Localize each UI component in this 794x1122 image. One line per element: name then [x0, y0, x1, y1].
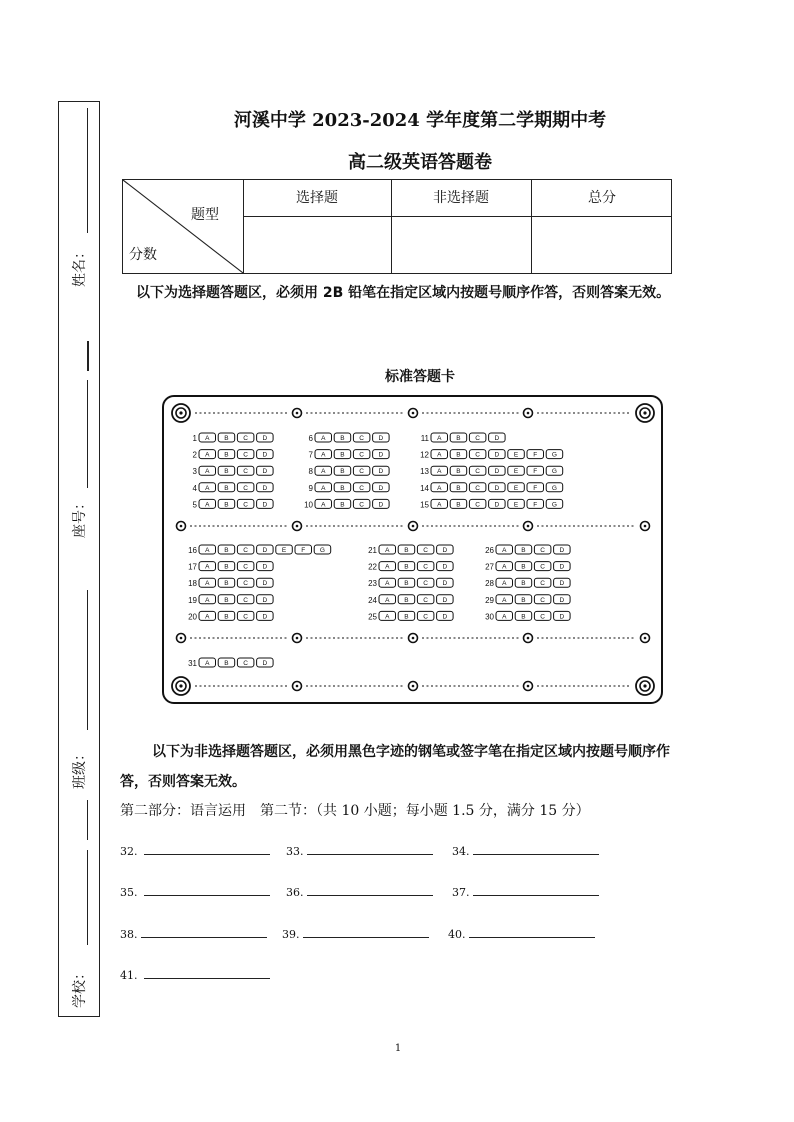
bubble-letter: C: [423, 613, 429, 621]
timing-marker-dot: [527, 412, 530, 415]
answer-line[interactable]: [303, 925, 429, 938]
bubble-letter: G: [551, 451, 557, 459]
exam-title: 河溪中学 2023-2024 学年度第二学期期中考: [233, 110, 607, 131]
question-number: 17: [188, 562, 197, 572]
question-number: 6: [308, 434, 313, 443]
timing-marker-dot: [296, 525, 299, 528]
bubble-letter: B: [521, 596, 526, 604]
bubble-letter: D: [378, 501, 384, 509]
timing-marker-dot: [180, 525, 183, 528]
bubble-letter: A: [385, 547, 390, 554]
timing-marker-dot: [180, 637, 183, 640]
bubble-letter: C: [540, 547, 546, 554]
question-number: 10: [304, 500, 313, 510]
answer-line[interactable]: [307, 883, 433, 896]
bubble-letter: C: [475, 484, 481, 492]
bubble-letter: C: [475, 468, 481, 476]
bubble-letter: A: [437, 451, 442, 459]
timing-marker-dot: [527, 525, 530, 528]
timing-marker-dot: [527, 685, 530, 688]
blank-39[interactable]: [282, 925, 429, 941]
blank-number: 39.: [282, 928, 300, 941]
blank-32[interactable]: [120, 842, 270, 858]
bubble-letter: B: [224, 468, 229, 476]
name-label: 姓名：: [72, 245, 88, 287]
bubble-letter: C: [423, 563, 429, 571]
bubble-letter: B: [404, 563, 409, 571]
bubble-letter: B: [404, 547, 409, 554]
bubble-letter: A: [502, 596, 507, 604]
bubble-letter: A: [205, 580, 210, 588]
bubble-letter: A: [205, 563, 210, 571]
bubble-letter: G: [551, 484, 557, 492]
question-number: 18: [188, 579, 197, 589]
bubble-letter: E: [513, 501, 519, 509]
bubble-letter: A: [437, 501, 442, 509]
bubble-letter: D: [262, 563, 268, 571]
bubble-letter: B: [456, 484, 461, 492]
seat-label: 座号：: [72, 496, 88, 538]
corner-marker-dot: [179, 684, 182, 687]
question-number: 5: [192, 500, 197, 510]
bubble-letter: D: [262, 660, 268, 667]
bubble-letter: D: [494, 451, 500, 459]
question-number: 23: [368, 579, 377, 589]
bubble-letter: D: [262, 484, 268, 492]
bubble-letter: C: [243, 596, 249, 604]
timing-marker-dot: [412, 637, 415, 640]
bubble-letter: F: [533, 501, 538, 509]
bubble-letter: D: [262, 596, 268, 604]
choice-instruction: 以下为选择题答题区，必须用 2B 铅笔在指定区域内按题号顺序作答，否则答案无效。: [136, 285, 671, 301]
question-number: 25: [368, 612, 377, 622]
bubble-letter: B: [340, 468, 345, 476]
bubble-letter: D: [378, 435, 384, 442]
bubble-letter: B: [456, 468, 461, 476]
bubble-letter: D: [494, 435, 500, 442]
answer-line[interactable]: [144, 842, 270, 855]
timing-marker-dot: [296, 412, 299, 415]
bubble-letter: C: [359, 484, 365, 492]
blank-35[interactable]: [120, 883, 270, 899]
timing-marker-dot: [644, 525, 647, 528]
blank-number: 32.: [120, 845, 141, 858]
bubble-letter: C: [540, 596, 546, 604]
bubble-letter: D: [494, 468, 500, 476]
bubble-letter: B: [404, 613, 409, 621]
col-total: 总分: [588, 190, 616, 206]
bubble-letter: A: [205, 613, 210, 621]
bubble-letter: C: [243, 580, 249, 588]
bubble-letter: F: [533, 468, 538, 476]
blank-number: 37.: [452, 886, 470, 899]
question-number: 29: [485, 595, 494, 605]
question-number: 7: [308, 450, 313, 460]
blank-34[interactable]: [452, 842, 599, 858]
bubble-letter: E: [281, 547, 287, 554]
question-number: 1: [192, 434, 197, 443]
timing-marker-dot: [412, 412, 415, 415]
question-number: 19: [188, 595, 197, 605]
bubble-letter: A: [205, 484, 210, 492]
bubble-letter: A: [205, 501, 210, 509]
answer-line[interactable]: [144, 966, 270, 979]
bubble-letter: G: [319, 547, 325, 554]
bubble-letter: F: [301, 547, 306, 554]
timing-marker-dot: [644, 637, 647, 640]
bubble-letter: D: [494, 484, 500, 492]
bubble-letter: A: [385, 596, 390, 604]
bubble-letter: D: [559, 613, 565, 621]
bubble-letter: C: [423, 596, 429, 604]
answer-line[interactable]: [473, 842, 599, 855]
bubble-letter: D: [559, 547, 565, 554]
bubble-letter: C: [243, 484, 249, 492]
question-number: 27: [485, 562, 494, 572]
bubble-letter: C: [475, 435, 481, 442]
bubble-letter: D: [262, 435, 268, 442]
question-number: 26: [485, 546, 494, 555]
bubble-letter: D: [262, 451, 268, 459]
bubble-letter: B: [521, 613, 526, 621]
bubble-letter: B: [340, 451, 345, 459]
bubble-letter: A: [385, 563, 390, 571]
section-heading: 第二部分：语言运用 第二节：（共 10 小题；每小题 1.5 分，满分 15 分）: [120, 803, 590, 819]
bubble-letter: A: [385, 580, 390, 588]
answer-card-title: 标准答题卡: [385, 369, 455, 385]
bubble-letter: C: [423, 547, 429, 554]
corner-marker-dot: [179, 411, 182, 414]
corner-score-label: 分数: [129, 247, 157, 263]
bubble-letter: B: [224, 580, 229, 588]
blank-40[interactable]: [448, 925, 595, 941]
blank-number: 41.: [120, 969, 141, 982]
timing-marker-dot: [527, 637, 530, 640]
blank-36[interactable]: [286, 883, 433, 899]
blank-number: 40.: [448, 928, 466, 941]
bubble-letter: E: [513, 451, 519, 459]
bubble-letter: D: [378, 451, 384, 459]
bubble-letter: A: [321, 484, 326, 492]
col-choice: 选择题: [296, 190, 338, 206]
bubble-letter: C: [359, 435, 365, 442]
bubble-letter: B: [224, 660, 229, 667]
bubble-letter: C: [243, 468, 249, 476]
bubble-letter: D: [262, 501, 268, 509]
bubble-letter: B: [224, 435, 229, 442]
bubble-letter: C: [359, 501, 365, 509]
question-number: 21: [368, 546, 377, 555]
bubble-letter: A: [205, 451, 210, 459]
answer-line[interactable]: [307, 842, 433, 855]
question-number: 3: [192, 467, 197, 477]
bubble-letter: D: [442, 580, 448, 588]
bubble-letter: C: [540, 613, 546, 621]
bubble-letter: D: [494, 501, 500, 509]
bubble-letter: A: [502, 580, 507, 588]
bubble-letter: D: [262, 468, 268, 476]
bubble-letter: B: [456, 451, 461, 459]
bubble-letter: C: [243, 435, 249, 442]
bubble-letter: B: [224, 484, 229, 492]
bubble-letter: D: [262, 547, 268, 554]
bubble-letter: D: [559, 563, 565, 571]
bubble-letter: E: [513, 468, 519, 476]
col-nonchoice: 非选择题: [433, 190, 489, 206]
blank-41[interactable]: [120, 966, 270, 982]
bubble-letter: C: [243, 547, 249, 554]
answer-line[interactable]: [469, 925, 595, 938]
bubble-letter: B: [224, 613, 229, 621]
question-number: 4: [192, 483, 197, 493]
bubble-letter: A: [502, 613, 507, 621]
bubble-letter: A: [205, 547, 210, 554]
blank-38[interactable]: [120, 925, 267, 941]
question-number: 24: [368, 595, 377, 605]
bubble-letter: D: [442, 613, 448, 621]
blank-number: 34.: [452, 845, 470, 858]
bubble-letter: D: [262, 613, 268, 621]
question-number: 31: [188, 659, 197, 668]
bubble-letter: C: [243, 660, 249, 667]
bubble-letter: B: [224, 451, 229, 459]
bubble-letter: A: [205, 435, 210, 442]
exam-subtitle: 高二级英语答题卷: [348, 152, 492, 173]
bubble-letter: B: [224, 563, 229, 571]
bubble-letter: C: [359, 468, 365, 476]
blank-number: 36.: [286, 886, 304, 899]
bubble-letter: D: [442, 563, 448, 571]
page-number: 1: [394, 1043, 402, 1054]
bubble-letter: B: [521, 580, 526, 588]
bubble-letter: C: [243, 501, 249, 509]
question-number: 14: [420, 483, 429, 493]
answer-line[interactable]: [141, 925, 267, 938]
bubble-letter: D: [442, 596, 448, 604]
bubble-letter: D: [262, 580, 268, 588]
question-number: 15: [420, 500, 429, 510]
school-label: 学校：: [72, 966, 88, 1008]
question-number: 13: [420, 467, 429, 477]
bubble-letter: C: [540, 580, 546, 588]
timing-marker-dot: [296, 637, 299, 640]
question-number: 20: [188, 612, 197, 622]
bubble-letter: C: [475, 501, 481, 509]
bubble-letter: D: [378, 484, 384, 492]
question-number: 16: [188, 546, 197, 555]
bubble-letter: B: [404, 580, 409, 588]
bubble-letter: C: [243, 613, 249, 621]
bubble-letter: A: [385, 613, 390, 621]
timing-marker-dot: [296, 685, 299, 688]
blank-37[interactable]: [452, 883, 599, 899]
bubble-letter: C: [540, 563, 546, 571]
bubble-letter: B: [224, 596, 229, 604]
timing-marker-dot: [412, 685, 415, 688]
bubble-letter: B: [340, 435, 345, 442]
bubble-letter: A: [321, 435, 326, 442]
bubble-letter: A: [321, 501, 326, 509]
bubble-letter: A: [205, 596, 210, 604]
bubble-letter: B: [224, 501, 229, 509]
bubble-letter: A: [205, 468, 210, 476]
bubble-letter: A: [437, 468, 442, 476]
bubble-letter: A: [437, 435, 442, 442]
bubble-letter: E: [513, 484, 519, 492]
bubble-letter: B: [340, 484, 345, 492]
corner-type-label: 题型: [191, 207, 219, 223]
bubble-letter: C: [423, 580, 429, 588]
bubble-letter: A: [502, 563, 507, 571]
bubble-letter: F: [533, 451, 538, 459]
bubble-letter: D: [442, 547, 448, 554]
bubble-letter: F: [533, 484, 538, 492]
bubble-letter: C: [243, 563, 249, 571]
class-label: 班级：: [72, 747, 88, 789]
bubble-letter: B: [340, 501, 345, 509]
blank-number: 33.: [286, 845, 304, 858]
answer-line[interactable]: [473, 883, 599, 896]
bubble-letter: B: [224, 547, 229, 554]
bubble-letter: A: [321, 451, 326, 459]
bubble-letter: C: [359, 451, 365, 459]
bubble-letter: G: [551, 468, 557, 476]
blank-33[interactable]: [286, 842, 433, 858]
question-number: 8: [308, 467, 313, 477]
corner-marker-dot: [643, 684, 646, 687]
blank-number: 38.: [120, 928, 138, 941]
question-number: 9: [308, 483, 313, 493]
question-number: 22: [368, 562, 377, 572]
question-number: 30: [485, 612, 494, 622]
bubble-letter: A: [205, 660, 210, 667]
answer-line[interactable]: [144, 883, 270, 896]
bubble-letter: B: [404, 596, 409, 604]
bubble-letter: D: [559, 596, 565, 604]
corner-marker-dot: [643, 411, 646, 414]
bubble-letter: D: [559, 580, 565, 588]
bubble-letter: G: [551, 501, 557, 509]
question-number: 11: [420, 434, 429, 443]
bubble-letter: B: [521, 547, 526, 554]
question-number: 12: [420, 450, 429, 460]
question-number: 28: [485, 579, 494, 589]
bubble-letter: B: [456, 435, 461, 442]
bubble-letter: B: [456, 501, 461, 509]
bubble-letter: B: [521, 563, 526, 571]
bubble-letter: C: [243, 451, 249, 459]
bubble-letter: A: [437, 484, 442, 492]
bubble-letter: A: [502, 547, 507, 554]
timing-marker-dot: [412, 525, 415, 528]
nonchoice-instruction: 以下为非选择题答题区，必须用黑色字迹的钢笔或签字笔在指定区域内按题号顺序作答，否则答案无效。: [120, 744, 670, 790]
question-number: 2: [192, 450, 197, 460]
blank-number: 35.: [120, 886, 141, 899]
bubble-letter: D: [378, 468, 384, 476]
bubble-letter: A: [321, 468, 326, 476]
bubble-letter: C: [475, 451, 481, 459]
